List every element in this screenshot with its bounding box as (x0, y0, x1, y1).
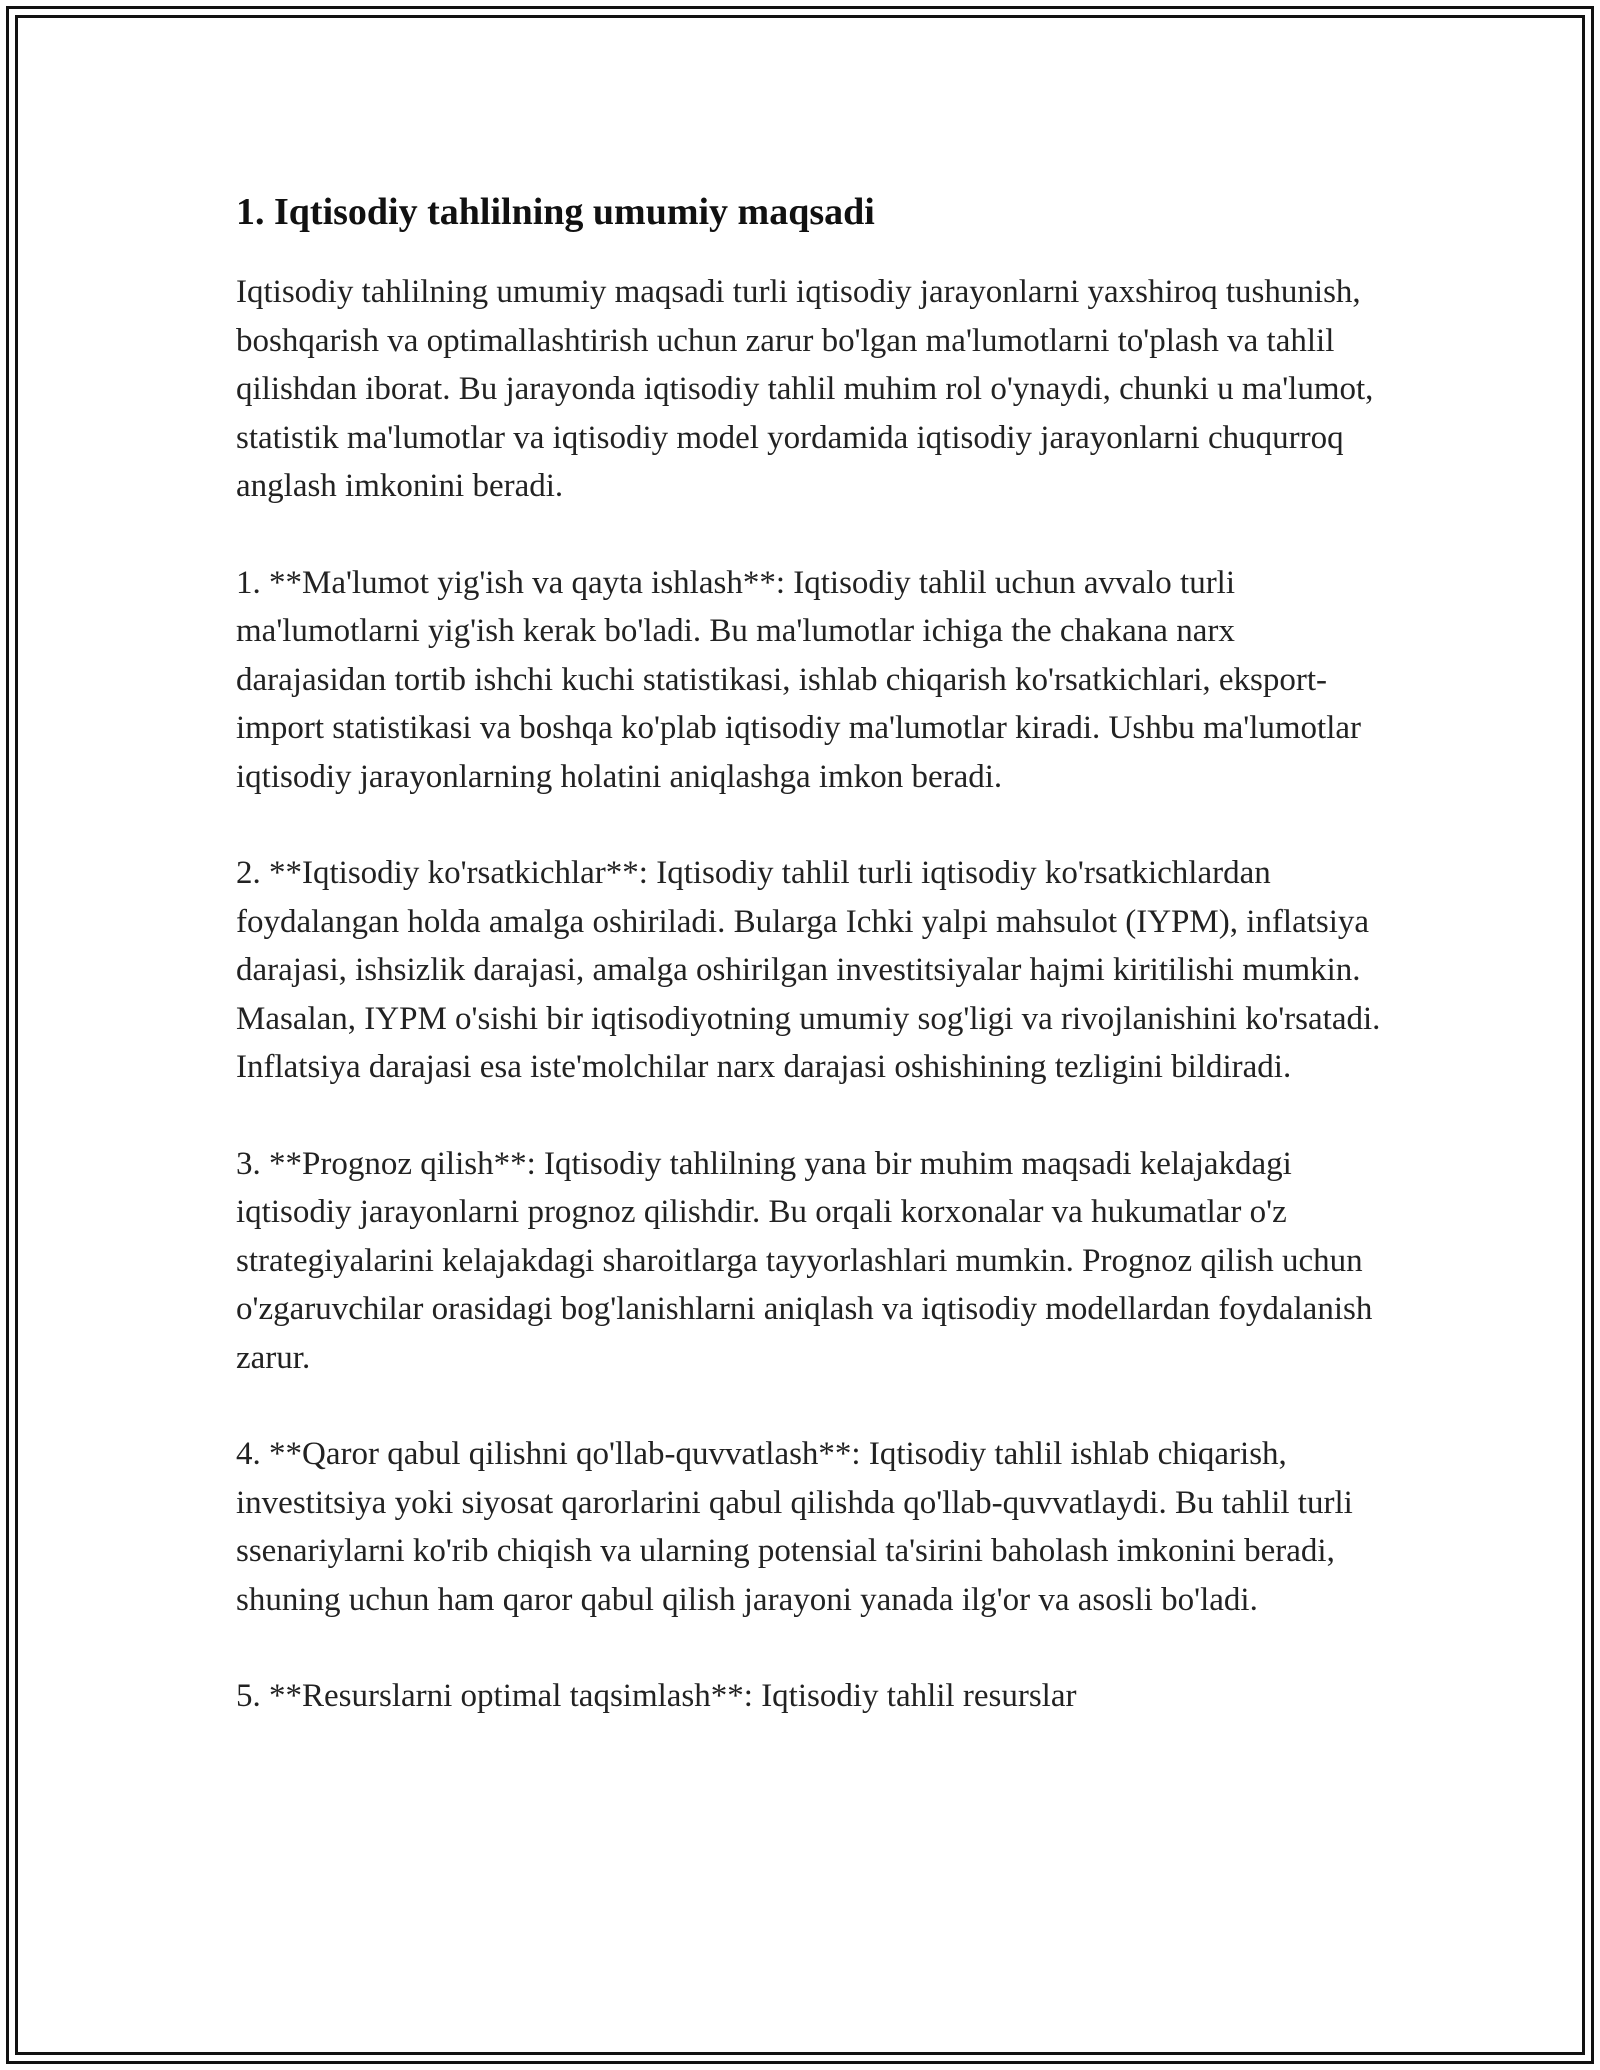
item-resource-allocation: 5. **Resurslarni optimal taqsimlash**: Iqtisodiy tahlil resurslar (236, 1678, 1077, 1714)
item-forecasting: 3. **Prognoz qilish**: Iqtisodiy tahlilning yana bir muhim maqsadi kelajakdagi iqtisodiy jarayonlarni prognoz qilishdir. Bu orqali korxonalar va hukumatlar o'z strategiyalarini kelajakdagi sharoitlarga tayyorlashlari mumkin. Prognoz qilish uchun o'zgaruvchilar orasidagi bog'lanishlarni aniqlash va iqtisodiy modellardan foydalanish zarur. (236, 1145, 1373, 1376)
section-heading: 1. Iqtisodiy tahlilning umumiy maqsadi (236, 191, 875, 233)
item-economic-indicators: 2. **Iqtisodiy ko'rsatkichlar**: Iqtisodiy tahlil turli iqtisodiy ko'rsatkichlardan foydalangan holda amalga oshiriladi. Bularga Ichki yalpi mahsulot (IYPM), inflatsiya darajasi, ishsizlik darajasi, amalga oshirilgan investitsiyalar hajmi kiritilishi mumkin. Masalan, IYPM o'sishi bir iqtisodiyotning umumiy sog'ligi va rivojlanishini ko'rsatadi. Inflatsiya darajasi esa iste'molchilar narx darajasi oshishining tezligini bildiradi. (236, 855, 1381, 1085)
intro-paragraph: Iqtisodiy tahlilning umumiy maqsadi turli iqtisodiy jarayonlarni yaxshiroq tushunish, boshqarish va optimallashtirish uchun zarur bo'lgan ma'lumotlarni to'plash va tahlil qilishdan iborat. Bu jarayonda iqtisodiy tahlil muhim rol o'ynaydi, chunki u ma'lumot, statistik ma'lumotlar va iqtisodiy model yordamida iqtisodiy jarayonlarni chuqurroq anglash imkonini beradi. (236, 274, 1374, 504)
item-data-collection: 1. **Ma'lumot yig'ish va qayta ishlash**: Iqtisodiy tahlil uchun avvalo turli ma'lumotlarni yig'ish kerak bo'ladi. Bu ma'lumotlar ichiga the chakana narx darajasidan tortib ishchi kuchi statistikasi, ishlab chiqarish ko'rsatkichlari, eksport-import statistikasi va boshqa ko'plab iqtisodiy ma'lumotlar kiradi. Ushbu ma'lumotlar iqtisodiy jarayonlarning holatini aniqlashga imkon beradi. (236, 564, 1362, 795)
document-body (236, 188, 1386, 1769)
item-decision-support: 4. **Qaror qabul qilishni qo'llab-quvvatlash**: Iqtisodiy tahlil ishlab chiqarish, investitsiya yoki siyosat qarorlarini qabul qilishda qo'llab-quvvatlaydi. Bu tahlil turli ssenariylarni ko'rib chiqish va ularning potensial ta'sirini baholash imkonini beradi, shuning uchun ham qaror qabul qilish jarayoni yanada ilg'or va asosli bo'ladi. (236, 1436, 1353, 1618)
